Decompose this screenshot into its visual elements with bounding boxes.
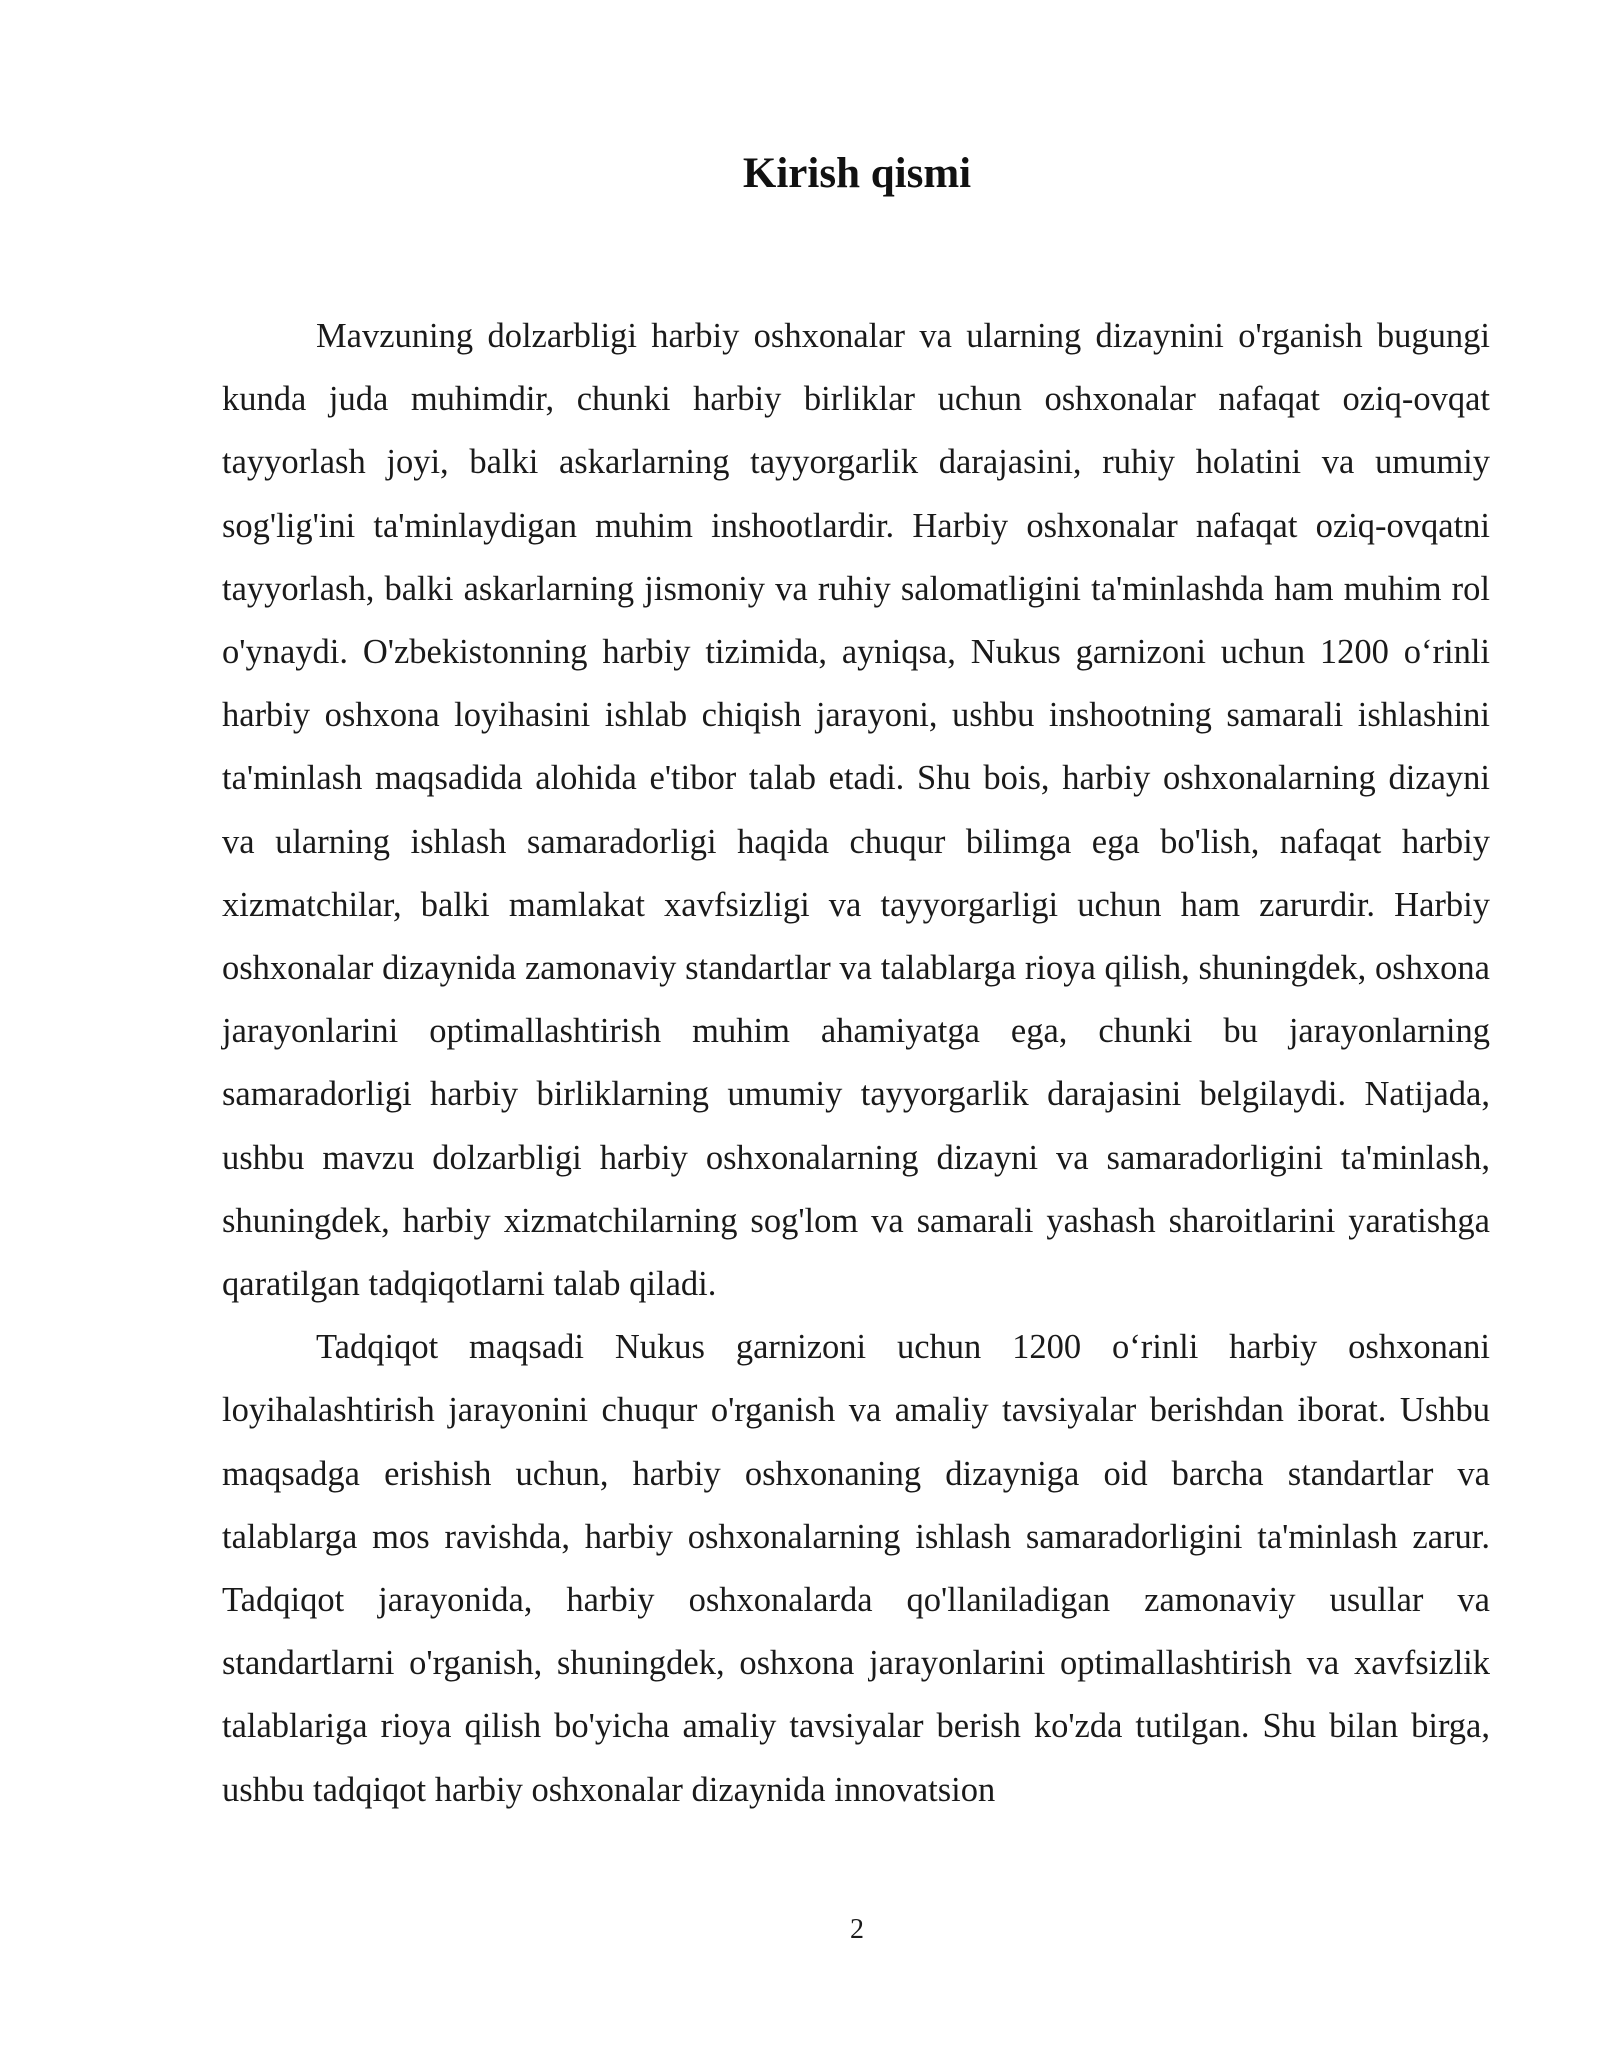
page-title: Kirish qismi <box>742 150 972 197</box>
body-text <box>222 305 1490 1822</box>
paragraph-research-goal: Tadqiqot maqsadi Nukus garnizoni uchun 1200 o‘rinli harbiy oshxonani loyihalashtirish jarayonini chuqur o'rganish va amaliy tavsiyalar berishdan iborat. Ushbu maqsadga erishish uchun, harbiy oshxonaning dizayniga oid barcha standartlar va talablarga mos ravishda, harbiy oshxonalarning ishlash samaradorligini ta'minlash zarur. Tadqiqot jarayonida, harbiy oshxonalarda qo'llaniladigan zamonaviy usullar va standartlarni o'rganish, shuningdek, oshxona jarayonlarini optimallashtirish va xavfsizlik talablariga rioya qilish bo'yicha amaliy tavsiyalar berish ko'zda tutilgan. Shu bilan birga, ushbu tadqiqot harbiy oshxonalar dizaynida innovatsion <box>222 1328 1490 1809</box>
page-number: 2 <box>850 1914 864 1945</box>
paragraph-relevance: Mavzuning dolzarbligi harbiy oshxonalar va ularning dizaynini o'rganish bugungi kunda juda muhimdir, chunki harbiy birliklar uchun oshxonalar nafaqat oziq-ovqat tayyorlash joyi, balki askarlarning tayyorgarlik darajasini, ruhiy holatini va umumiy sog'lig'ini ta'minlaydigan muhim inshootlardir. Harbiy oshxonalar nafaqat oziq-ovqatni tayyorlash, balki askarlarning jismoniy va ruhiy salomatligini ta'minlashda ham muhim rol o'ynaydi. O'zbekistonning harbiy tizimida, ayniqsa, Nukus garnizoni uchun 1200 o‘rinli harbiy oshxona loyihasini ishlab chiqish jarayoni, ushbu inshootning samarali ishlashini ta'minlash maqsadida alohida e'tibor talab etadi. Shu bois, harbiy oshxonalarning dizayni va ularning ishlash samaradorligi haqida chuqur bilimga ega bo'lish, nafaqat harbiy xizmatchilar, balki mamlakat xavfsizligi va tayyorgarligi uchun ham zarurdir. Harbiy oshxonalar dizaynida zamonaviy standartlar va talablarga rioya qilish, shuningdek, oshxona jarayonlarini optimallashtirish muhim ahamiyatga ega, chunki bu jarayonlarning samaradorligi harbiy birliklarning umumiy tayyorgarlik darajasini belgilaydi. Natijada, ushbu mavzu dolzarbligi harbiy oshxonalarning dizayni va samaradorligini ta'minlash, shuningdek, harbiy xizmatchilarning sog'lom va samarali yashash sharoitlarini yaratishga qaratilgan tadqiqotlarni talab qiladi. <box>222 317 1490 1304</box>
